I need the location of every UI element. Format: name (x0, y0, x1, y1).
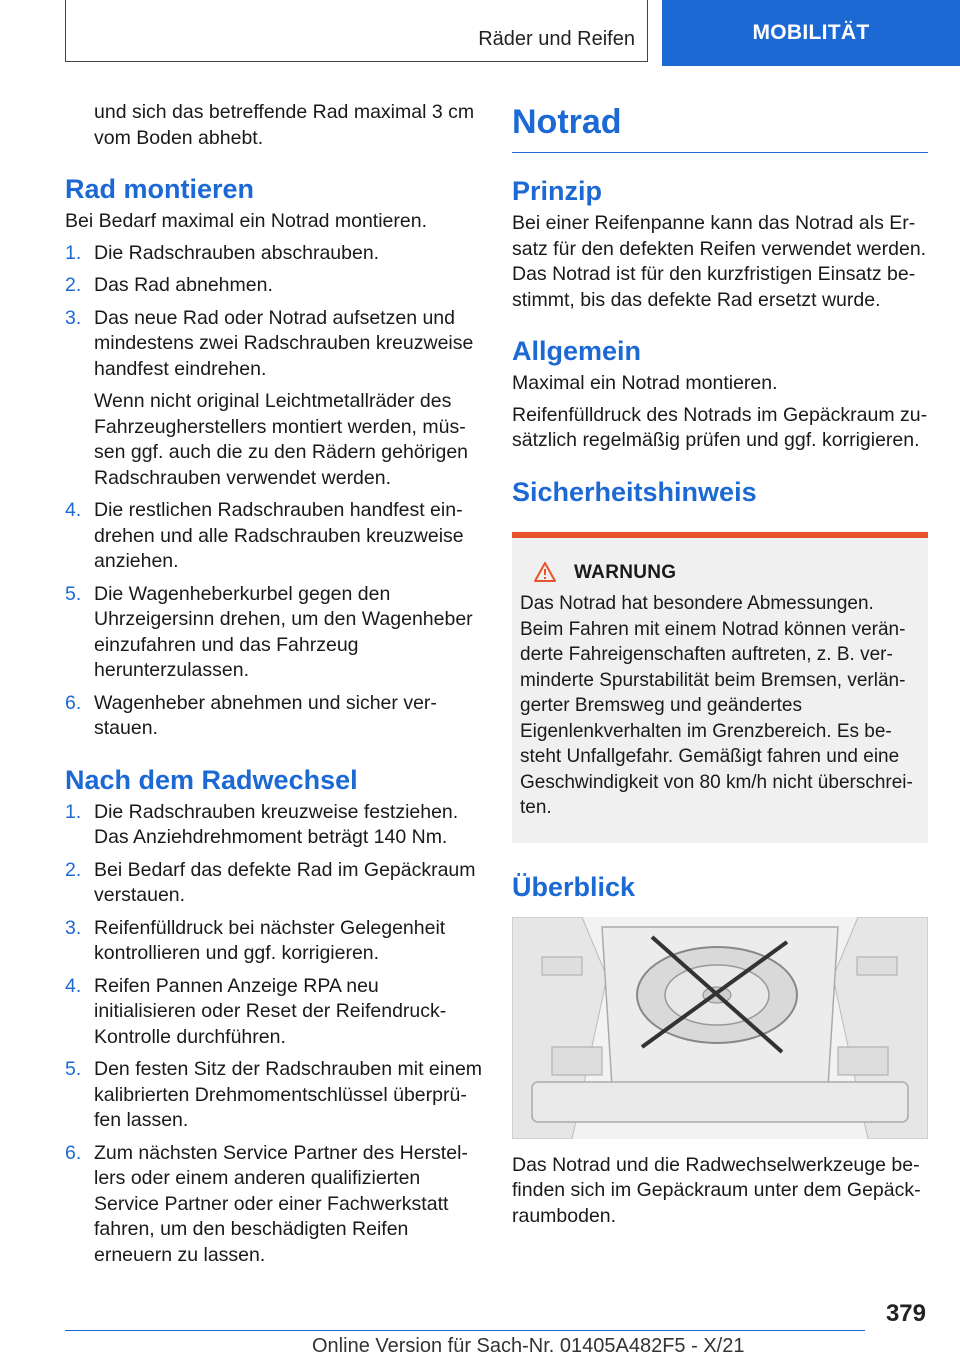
nach-radwechsel-steps (65, 800, 485, 1269)
prinzip-text: Bei einer Reifenpanne kann das Notrad als Ersatz für den defekten Reifen verwendet werden. Das Notrad ist für den kurzfristigen Einsatz bestimmt, bis das defekte Rad ersetzt wurde. (512, 212, 927, 311)
rad-montieren-steps (65, 241, 485, 742)
heading-prinzip: Prinzip (512, 176, 603, 206)
heading-rad-montieren: Rad montieren (65, 174, 255, 204)
heading-sicherheitshinweis: Sicherheitshinweis (512, 476, 757, 507)
footer-online-version: Online Version für Sach-Nr. 01405A482F5 - X/21 (312, 1335, 745, 1357)
page-number: 379 (885, 1300, 926, 1327)
left-column (65, 100, 485, 1275)
list-item: 6. Zum nächsten Service Partner des Herstellers oder einem anderen qualifizierten Service Partner oder einer Fachwerkstatt fahren, um den beschädigten Reifen erneuern zu lassen. (65, 1141, 468, 1266)
warning-header (520, 560, 920, 586)
list-item: 6. Wagenheber abnehmen und sicher verstauen. (65, 691, 437, 739)
rad-montieren-text: Bei Bedarf maximal ein Notrad montieren. (65, 210, 427, 232)
page-title: Notrad (512, 100, 928, 153)
warning-text: Das Notrad hat besondere Abmessungen. Beim Fahren mit einem Notrad können veränderte Fahreigenschaften auftreten, z. B. verminderte Spurstabilität beim Bremsen, verlängerter Bremsweg und geändertes Eigenlenkverhalten im Grenzbereich. Es besteht Unfallgefahr. Gemäßigt fahren und eine Geschwindigkeit von 80 km/h nicht überschreiten. (520, 593, 913, 818)
warning-box (512, 532, 928, 843)
allgemein-text-1: Maximal ein Notrad montieren. (512, 372, 778, 394)
heading-ueberblick: Überblick (512, 871, 636, 902)
allgemein-text-2: Reifenfülldruck des Notrads im Gepäckraum zusätzlich regelmäßig prüfen und ggf. korrigieren. (512, 403, 928, 451)
step-note: Wenn nicht original Leichtmetallräder des Fahrzeugherstellers montiert werden, müssen ggf. auch die zu den Rädern gehörigen Radschrauben verwendet werden. (94, 390, 469, 489)
heading-nach-dem-radwechsel: Nach dem Radwechsel (65, 764, 358, 795)
list-item: 3. Das neue Rad oder Notrad aufsetzen und mindestens zwei Radschrauben kreuzweise handfest eindrehen. Wenn nicht original Leichtmetallräder des Fahrzeugherstellers montiert werden, müssen ggf. auch die zu den Rädern gehörigen Radschrauben verwendet werden. (65, 306, 485, 492)
list-item: 2. Bei Bedarf das defekte Rad im Gepäckraum verstauen. (65, 858, 476, 906)
right-column (512, 100, 928, 1235)
header-section-title: Räder und Reifen (478, 28, 635, 50)
list-item: 1. Die Radschrauben kreuzweise festziehen. Das Anziehdrehmoment beträgt 140 Nm. (65, 800, 459, 848)
header-chapter-tab[interactable]: MOBILITÄT (662, 0, 960, 66)
list-item: 5. Den festen Sitz der Radschrauben mit einem kalibrierten Drehmomentschlüssel überprüfen lassen. (65, 1058, 483, 1131)
figure-caption: Das Notrad und die Radwechselwerkzeuge befinden sich im Gepäckraum unter dem Gepäckraumboden. (512, 1153, 921, 1227)
list-item: 3. Reifenfülldruck bei nächster Gelegenheit kontrollieren und ggf. korrigieren. (65, 916, 446, 964)
heading-allgemein: Allgemein (512, 336, 642, 366)
warning-triangle-icon (534, 562, 556, 582)
list-item: 4. Reifen Pannen Anzeige RPA neu initialisieren oder Reset der Reifendruck-Kontrolle durchführen. (65, 974, 447, 1048)
list-item: 5. Die Wagenheberkurbel gegen den Uhrzeigersinn drehen, um den Wagenheber einzufahren und das Fahrzeug herunterzulassen. (65, 582, 473, 681)
footer-divider (65, 1330, 865, 1331)
list-item: 1. Die Radschrauben abschrauben. (65, 241, 380, 264)
intro-text: und sich das betreffende Rad maximal 3 cm vom Boden abhebt. (94, 101, 475, 149)
trunk-spare-wheel-illustration (512, 917, 928, 1139)
warning-title: WARNUNG (574, 561, 677, 583)
list-item: 4. Die restlichen Radschrauben handfest eindrehen und alle Radschrauben kreuzweise anziehen. (65, 499, 464, 572)
list-item: 2. Das Rad abnehmen. (65, 274, 273, 296)
